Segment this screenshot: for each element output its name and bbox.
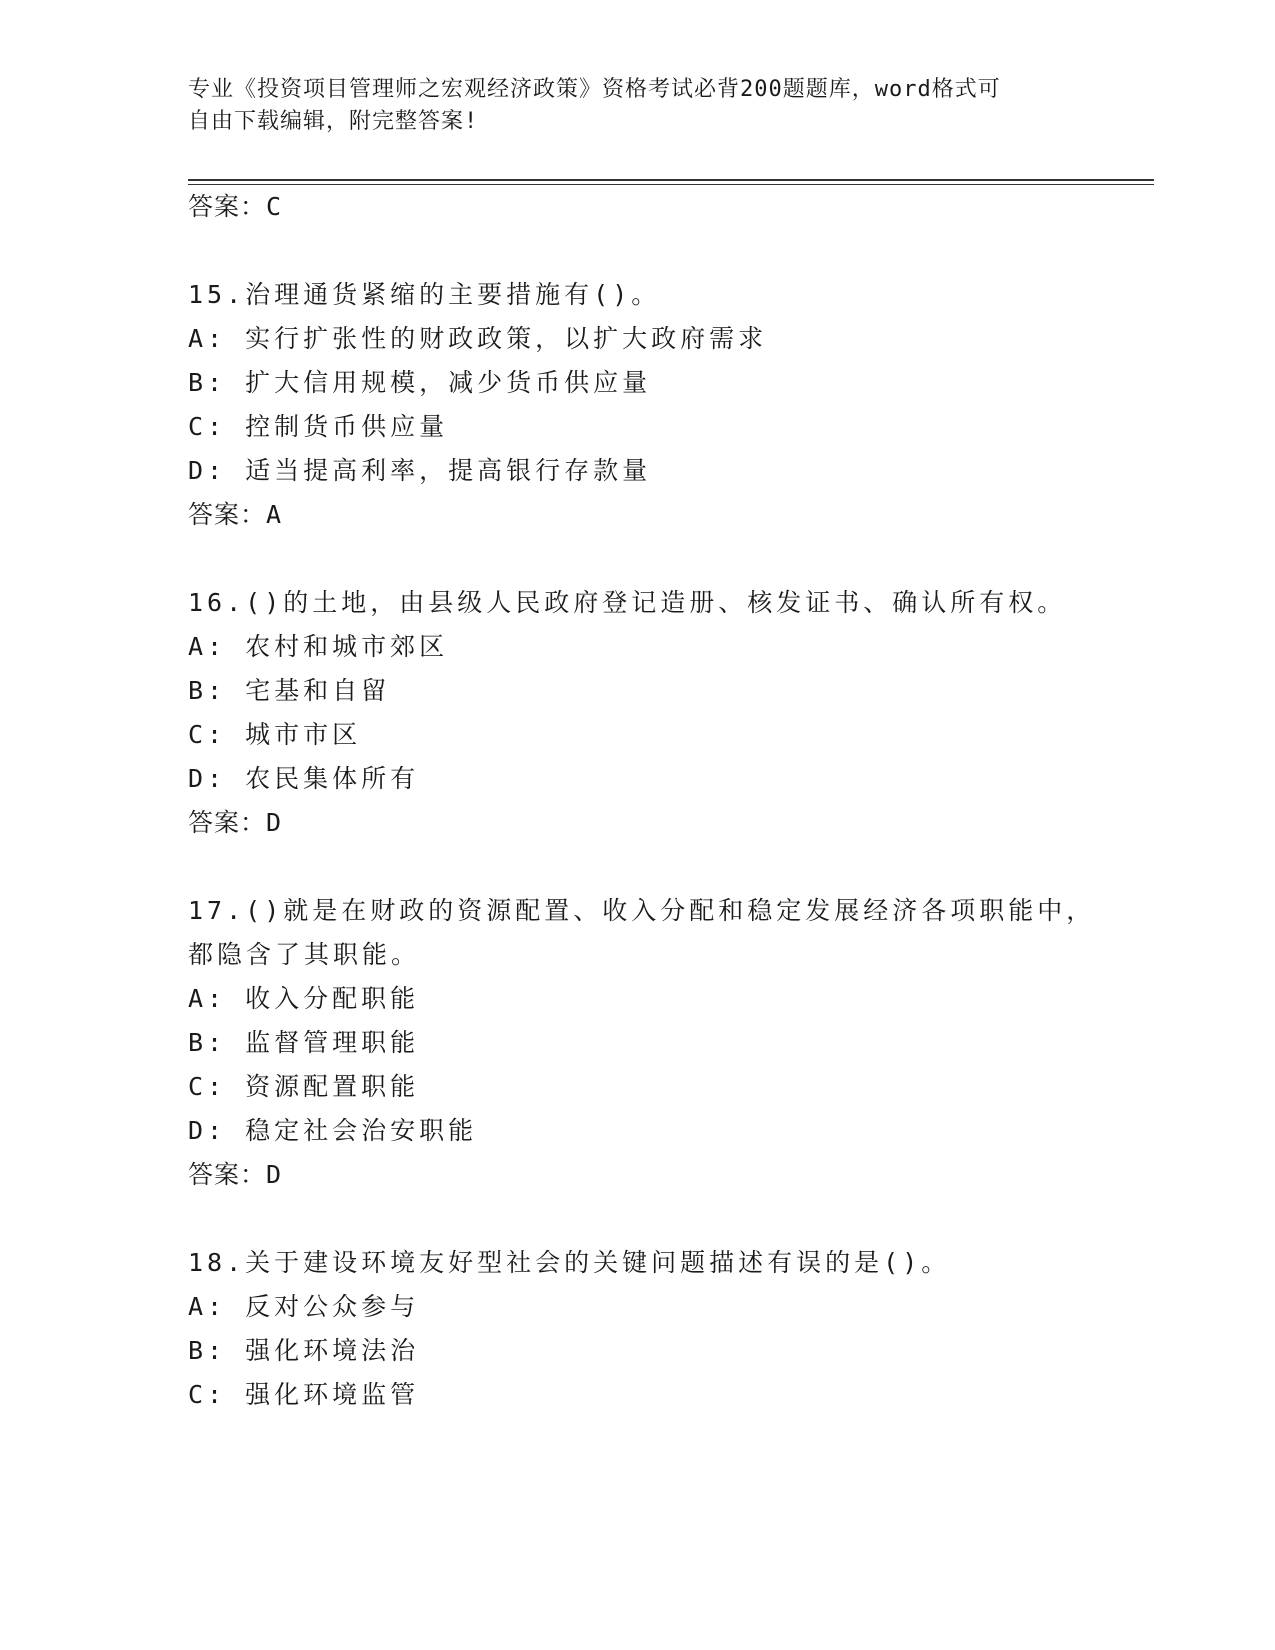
question-17-option-d: D: 稳定社会治安职能	[188, 1116, 478, 1145]
question-17-option-c: C: 资源配置职能	[188, 1072, 420, 1101]
header-line-1: 专业《投资项目管理师之宏观经济政策》资格考试必背200题题库，word格式可	[188, 77, 1001, 102]
question-15-option-d: D: 适当提高利率，提高银行存款量	[188, 456, 652, 485]
document-header	[188, 74, 1088, 138]
question-15-answer: 答案：A	[188, 500, 283, 529]
question-17-option-a: A: 收入分配职能	[188, 984, 420, 1013]
question-17-option-b: B: 监督管理职能	[188, 1028, 420, 1057]
header-rule-thin	[188, 184, 1154, 185]
header-rule-thick	[188, 179, 1154, 181]
question-16-option-b: B: 宅基和自留	[188, 676, 391, 705]
question-17-answer: 答案：D	[188, 1160, 283, 1189]
question-18-stem: 18.关于建设环境友好型社会的关键问题描述有误的是()。	[188, 1248, 951, 1277]
question-18-option-a: A: 反对公众参与	[188, 1292, 420, 1321]
question-16-option-a: A: 农村和城市郊区	[188, 632, 449, 661]
question-17-stem-cont: 都隐含了其职能。	[188, 940, 421, 969]
question-16-option-d: D: 农民集体所有	[188, 764, 420, 793]
question-16-option-c: C: 城市市区	[188, 720, 362, 749]
prev-answer: 答案：C	[188, 192, 283, 221]
question-15-option-b: B: 扩大信用规模，减少货币供应量	[188, 368, 652, 397]
question-16-stem: 16.()的土地，由县级人民政府登记造册、核发证书、确认所有权。	[188, 588, 1067, 617]
question-17-stem: 17.()就是在财政的资源配置、收入分配和稳定发展经济各项职能中，	[188, 896, 1096, 925]
question-15-stem: 15.治理通货紧缩的主要措施有()。	[188, 280, 661, 309]
question-16-answer: 答案：D	[188, 808, 283, 837]
question-18-option-c: C: 强化环境监管	[188, 1380, 420, 1409]
question-15-option-c: C: 控制货币供应量	[188, 412, 449, 441]
header-line-2: 自由下载编辑，附完整答案!	[188, 109, 479, 134]
question-18-option-b: B: 强化环境法治	[188, 1336, 420, 1365]
question-15-option-a: A: 实行扩张性的财政政策，以扩大政府需求	[188, 324, 768, 353]
